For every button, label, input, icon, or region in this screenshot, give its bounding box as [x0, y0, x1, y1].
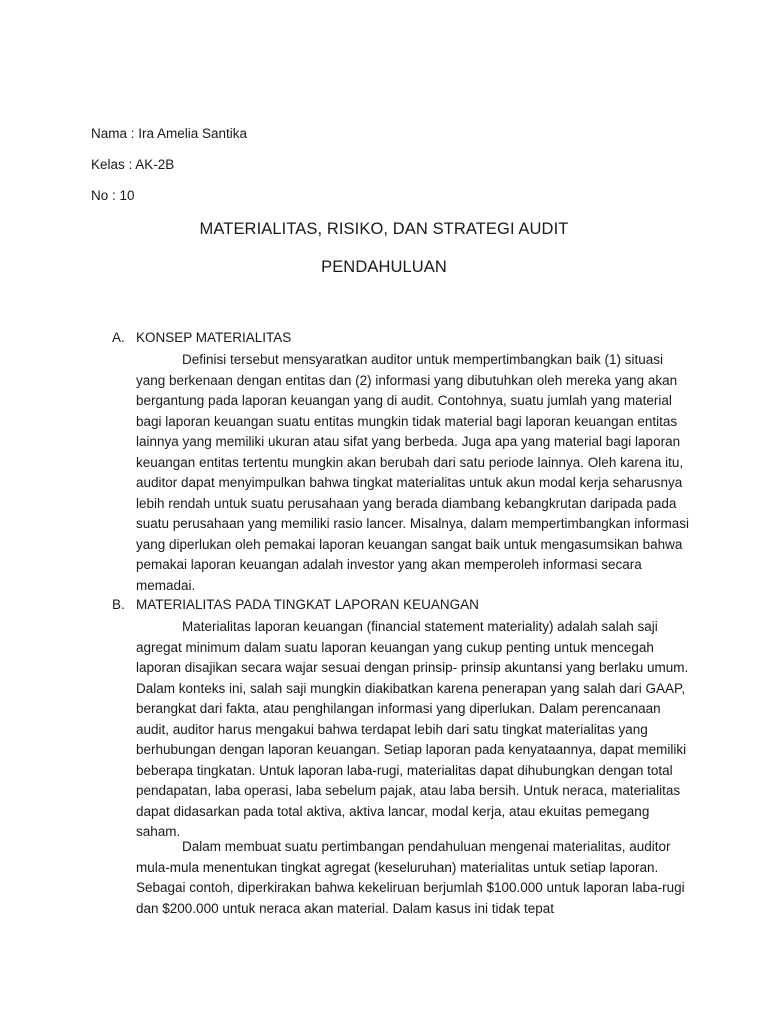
document-title: MATERIALITAS, RISIKO, DAN STRATEGI AUDIT: [199, 220, 569, 238]
student-name: Nama : Ira Amelia Santika: [91, 126, 248, 141]
section-title: MATERIALITAS PADA TINGKAT LAPORAN KEUANGAN: [136, 597, 479, 612]
section-letter: A.: [112, 330, 125, 345]
section-paragraph: Materialitas laporan keuangan (financial statement materiality) adalah salah saji agregat minimum dalam suatu laporan keuangan yang cukup penting untuk mencegah laporan disajikan secara wajar sesuai dengan prinsip- prinsip akuntansi yang berlaku umum. Dalam konteks ini, salah saji mungkin diakibatkan karena penerapan yang salah dari GAAP, berangkat dari fakta, atau penghilangan informasi yang diperlukan. Dalam perencanaan audit, auditor harus mengakui bahwa terdapat lebih dari satu tingkat materialitas yang berhubungan dengan laporan keuangan. Setiap laporan pada kenyataannya, dapat memiliki beberapa tingkatan. Untuk laporan laba-rugi, materialitas dapat dihubungkan dengan total pendapatan, laba operasi, laba sebelum pajak, atau laba bersih. Untuk neraca, materialitas dapat didasarkan pada total aktiva, aktiva lancar, modal kerja, atau ekuitas pemegang saham.: [136, 619, 689, 839]
section-paragraph: Definisi tersebut mensyaratkan auditor untuk mempertimbangkan baik (1) situasi yang berkenaan dengan entitas dan (2) informasi yang dibutuhkan oleh mereka yang akan bergantung pada laporan keuangan yang di audit. Contohnya, suatu jumlah yang material bagi laporan keuangan suatu entitas mungkin tidak material bagi laporan keuangan entitas lainnya yang memiliki ukuran atau sifat yang berbeda. Juga apa yang material bagi laporan keuangan entitas tertentu mungkin akan berubah dari satu periode lainnya. Oleh karena itu, auditor dapat menyimpulkan bahwa tingkat materialitas untuk akun modal kerja seharusnya lebih rendah untuk suatu perusahaan yang berada diambang kebangkrutan daripada pada suatu perusahaan yang memiliki rasio lancer. Misalnya, dalam mempertimbangkan informasi yang diperlukan oleh pemakai laporan keuangan sangat baik untuk mengasumsikan bahwa pemakai laporan keuangan adalah investor yang akan memperoleh informasi secara memadai.: [136, 352, 690, 593]
section-paragraph: Dalam membuat suatu pertimbangan pendahuluan mengenai materialitas, auditor mula-mula menentukan tingkat agregat (keseluruhan) materialitas untuk setiap laporan. Sebagai contoh, diperkirakan bahwa kekeliruan berjumlah $100.000 untuk laporan laba-rugi dan $200.000 untuk neraca akan material. Dalam kasus ini tidak tepat: [136, 839, 685, 916]
document-subtitle: PENDAHULUAN: [321, 258, 447, 276]
student-number: No : 10: [91, 188, 135, 203]
section-letter: B.: [112, 597, 125, 612]
student-class: Kelas : AK-2B: [91, 157, 175, 172]
section-title: KONSEP MATERIALITAS: [136, 330, 292, 345]
